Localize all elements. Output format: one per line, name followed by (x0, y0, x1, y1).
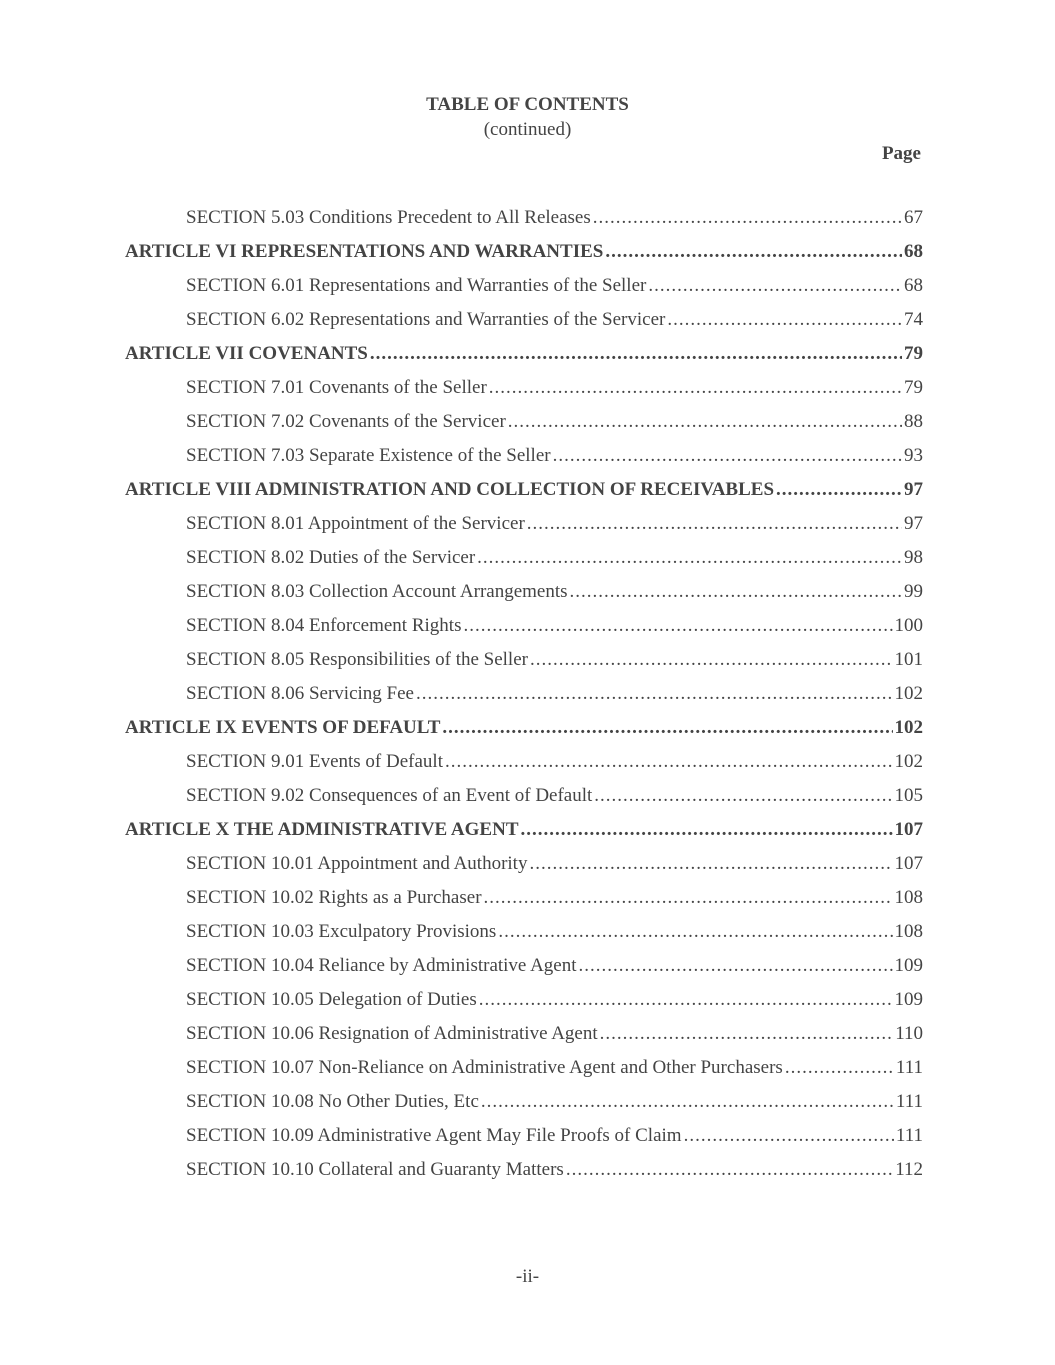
toc-entry-page: 97 (904, 513, 923, 534)
toc-section-entry[interactable] (125, 545, 923, 579)
toc-entry-page: 102 (894, 683, 923, 704)
toc-entry-page: 67 (904, 207, 923, 228)
toc-entry-label: SECTION 10.08 No Other Duties, Etc (186, 1091, 479, 1112)
toc-entry-label: SECTION 6.01 Representations and Warranties of the Seller (186, 275, 647, 296)
toc-entry-label: SECTION 7.03 Separate Existence of the Seller (186, 445, 551, 466)
toc-entry-page: 105 (894, 785, 923, 806)
toc-entry-label: ARTICLE VIII ADMINISTRATION AND COLLECTION OF RECEIVABLES (125, 479, 775, 500)
toc-leader-dots (566, 1157, 893, 1183)
toc-section-entry[interactable] (125, 307, 923, 341)
toc-section-entry[interactable] (125, 375, 923, 409)
toc-entry-label: SECTION 10.10 Collateral and Guaranty Matters (186, 1159, 564, 1180)
toc-entry-label: SECTION 10.05 Delegation of Duties (186, 989, 477, 1010)
toc-leader-dots (463, 613, 892, 639)
toc-entry-page: 74 (904, 309, 923, 330)
toc-entry-page: 99 (904, 581, 923, 602)
toc-entry-page: 93 (904, 445, 923, 466)
toc-entry-label: SECTION 8.05 Responsibilities of the Seller (186, 649, 528, 670)
toc-leader-dots (370, 341, 902, 367)
toc-entry-label: ARTICLE VI REPRESENTATIONS AND WARRANTIES (125, 241, 604, 262)
toc-entry-page: 110 (895, 1023, 923, 1044)
toc-entry-label: SECTION 9.01 Events of Default (186, 751, 443, 772)
toc-entry-label: SECTION 10.04 Reliance by Administrative Agent (186, 955, 577, 976)
toc-leader-dots (785, 1055, 894, 1081)
toc-section-entry[interactable] (125, 409, 923, 443)
toc-entry-label: SECTION 10.06 Resignation of Administrative Agent (186, 1023, 598, 1044)
toc-entry-page: 107 (894, 853, 923, 874)
toc-leader-dots (481, 1089, 894, 1115)
toc-section-entry[interactable] (125, 851, 923, 885)
toc-entry-page: 108 (894, 887, 923, 908)
toc-section-entry[interactable] (125, 783, 923, 817)
toc-entry-page: 111 (895, 1091, 923, 1112)
toc-section-entry[interactable] (125, 919, 923, 953)
toc-leader-dots (684, 1123, 894, 1149)
toc-section-entry[interactable] (125, 1021, 923, 1055)
toc-leader-dots (648, 273, 902, 299)
toc-section-entry[interactable] (125, 511, 923, 545)
toc-entry-label: SECTION 5.03 Conditions Precedent to All Releases (186, 207, 591, 228)
toc-entry-label: SECTION 6.02 Representations and Warranties of the Servicer (186, 309, 666, 330)
toc-entry-page: 79 (904, 343, 923, 364)
toc-article-entry[interactable] (125, 817, 923, 851)
toc-entry-page: 108 (894, 921, 923, 942)
toc-section-entry[interactable] (125, 953, 923, 987)
toc-entry-page: 112 (895, 1159, 923, 1180)
toc-leader-dots (484, 885, 893, 911)
toc-entry-page: 109 (894, 955, 923, 976)
toc-section-entry[interactable] (125, 681, 923, 715)
toc-leader-dots (529, 851, 892, 877)
toc-section-entry[interactable] (125, 1157, 923, 1191)
toc-leader-dots (508, 409, 902, 435)
toc-entry-page: 109 (894, 989, 923, 1010)
toc-leader-dots (605, 239, 902, 265)
toc-entry-label: SECTION 8.03 Collection Account Arrangements (186, 581, 568, 602)
toc-leader-dots (498, 919, 892, 945)
toc-entry-label: SECTION 8.06 Servicing Fee (186, 683, 414, 704)
toc-section-entry[interactable] (125, 273, 923, 307)
toc-entry-page: 102 (894, 717, 923, 738)
toc-entry-label: ARTICLE VII COVENANTS (125, 343, 368, 364)
toc-article-entry[interactable] (125, 341, 923, 375)
toc-entry-page: 107 (894, 819, 923, 840)
toc-entry-label: SECTION 10.09 Administrative Agent May File Proofs of Claim (186, 1125, 682, 1146)
toc-article-entry[interactable] (125, 239, 923, 273)
toc-section-entry[interactable] (125, 749, 923, 783)
toc-leader-dots (553, 443, 902, 469)
toc-section-entry[interactable] (125, 1055, 923, 1089)
toc-leader-dots (570, 579, 902, 605)
toc-entry-page: 100 (894, 615, 923, 636)
toc-entry-page: 79 (904, 377, 923, 398)
toc-list (125, 205, 923, 1191)
toc-section-entry[interactable] (125, 885, 923, 919)
toc-leader-dots (776, 477, 902, 503)
toc-leader-dots (521, 817, 893, 843)
toc-entry-page: 111 (895, 1057, 923, 1078)
toc-section-entry[interactable] (125, 647, 923, 681)
toc-entry-label: ARTICLE X THE ADMINISTRATIVE AGENT (125, 819, 519, 840)
toc-entry-label: SECTION 10.02 Rights as a Purchaser (186, 887, 482, 908)
toc-leader-dots (579, 953, 893, 979)
toc-entry-page: 111 (895, 1125, 923, 1146)
toc-section-entry[interactable] (125, 987, 923, 1021)
toc-section-entry[interactable] (125, 579, 923, 613)
toc-leader-dots (477, 545, 902, 571)
toc-entry-label: SECTION 8.04 Enforcement Rights (186, 615, 462, 636)
toc-section-entry[interactable] (125, 205, 923, 239)
toc-entry-page: 68 (904, 241, 923, 262)
toc-leader-dots (489, 375, 902, 401)
toc-leader-dots (667, 307, 902, 333)
toc-entry-label: SECTION 8.02 Duties of the Servicer (186, 547, 476, 568)
toc-entry-page: 98 (904, 547, 923, 568)
toc-entry-page: 101 (894, 649, 923, 670)
toc-entry-label: ARTICLE IX EVENTS OF DEFAULT (125, 717, 441, 738)
toc-leader-dots (442, 715, 892, 741)
toc-section-entry[interactable] (125, 443, 923, 477)
toc-leader-dots (416, 681, 893, 707)
toc-leader-dots (527, 511, 902, 537)
toc-entry-label: SECTION 10.01 Appointment and Authority (186, 853, 528, 874)
toc-section-entry[interactable] (125, 1089, 923, 1123)
toc-entry-label: SECTION 10.03 Exculpatory Provisions (186, 921, 497, 942)
toc-leader-dots (593, 205, 902, 231)
toc-leader-dots (600, 1021, 894, 1047)
toc-entry-page: 97 (904, 479, 923, 500)
toc-entry-label: SECTION 9.02 Consequences of an Event of Default (186, 785, 593, 806)
toc-entry-label: SECTION 7.02 Covenants of the Servicer (186, 411, 506, 432)
toc-entry-label: SECTION 8.01 Appointment of the Servicer (186, 513, 525, 534)
toc-entry-label: SECTION 10.07 Non-Reliance on Administrative Agent and Other Purchasers (186, 1057, 783, 1078)
toc-title: TABLE OF CONTENTS (426, 94, 629, 115)
toc-article-entry[interactable] (125, 715, 923, 749)
toc-section-entry[interactable] (125, 613, 923, 647)
toc-entry-page: 102 (894, 751, 923, 772)
toc-leader-dots (530, 647, 893, 673)
toc-leader-dots (479, 987, 893, 1013)
toc-entry-label: SECTION 7.01 Covenants of the Seller (186, 377, 487, 398)
toc-subtitle: (continued) (483, 119, 572, 140)
toc-leader-dots (445, 749, 893, 775)
page-number: -ii- (515, 1266, 540, 1287)
toc-leader-dots (594, 783, 892, 809)
toc-entry-page: 88 (904, 411, 923, 432)
toc-entry-page: 68 (904, 275, 923, 296)
toc-article-entry[interactable] (125, 477, 923, 511)
toc-section-entry[interactable] (125, 1123, 923, 1157)
page-column-label: Page (881, 143, 921, 164)
